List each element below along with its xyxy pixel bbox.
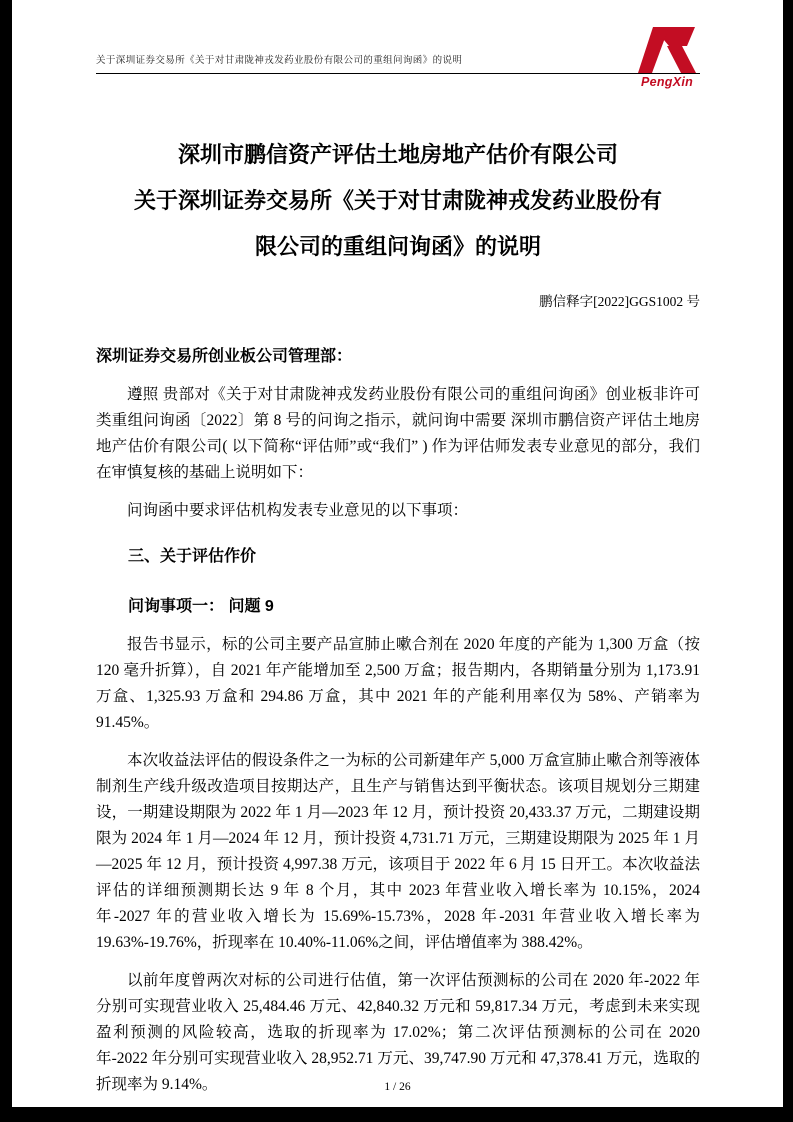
body-paragraph-4: 本次收益法评估的假设条件之一为标的公司新建年产 5,000 万盒宣肺止嗽合剂等液体制剂生产线升级改造项目按期达产，且生产与销售达到平衡状态。该项目规划分三期建设，一期建设期限为 2022 年 1 月—2023 年 12 月，预计投资 20,433.37 万元，二期建设期限为 2024 年 1 月—2024 年 12 月，预计投资 4,731.71 万元，三期建设期限为 2025 年 1 月—2025 年 12 月，预计投资 4,997.38 万元，该项目于 2022 年 6 月 15 日开工。本次收益法评估的详细预测期长达 9 年 8 个月，其中 2023 年营业收入增长率为 10.15%，2024 年-2027 年的营业收入增长为 15.69%-15.73%，2028 年-2031 年营业收入增长率为 19.63%-19.76%，折现率在 10.40%-11.06%之间，评估增值率为 388.42%。 [96,752,700,951]
body-paragraph-2: 问询函中要求评估机构发表专业意见的以下事项： [127,502,469,519]
salutation: 深圳证券交易所创业板公司管理部： [96,348,353,365]
page-content [12,0,783,1107]
body-paragraph-1: 遵照 贵部对《关于对甘肃陇神戎发药业股份有限公司的重组问询函》创业板非许可类重组问询函〔2022〕第 8 号的问询之指示，就问询中需要 深圳市鹏信资产评估土地房地产估价有限公司( 以下简称“评估师”或“我们” ) 作为评估师发表专业意见的部分，我们在审慎复核的基础上说明如下： [96,386,700,481]
reference-number: 鹏信释字[2022]GGS1002 号 [539,294,700,309]
body-paragraph-5: 以前年度曾两次对标的公司进行估值，第一次评估预测标的公司在 2020 年-2022 年分别可实现营业收入 25,484.46 万元、42,840.32 万元和 59,817.34 万元，考虑到未来实现盈利预测的风险较高，选取的折现率为 17.02%；第二次评估预测标的公司在 2020 年-2022 年分别可实现营业收入 28,952.71 万元、39,747.90 万元和 47,378.41 万元，选取的折现率为 9.14%。 [96,972,700,1093]
item-heading: 问询事项一： 问题 9 [128,598,274,615]
section-heading: 三、关于评估作价 [128,548,257,565]
page-number: 1 / 26 [384,1081,411,1093]
pengxin-logo-icon [634,26,700,74]
page-title [96,132,700,270]
pengxin-logo-text: PengXin [640,75,694,89]
running-header-title: 关于深圳证券交易所《关于对甘肃陇神戎发药业股份有限公司的重组问询函》的说明 [96,56,463,66]
page-title-line-2: 关于深圳证券交易所《关于对甘肃陇神戎发药业股份有 [133,188,662,213]
page-title-line-3: 限公司的重组问询函》的说明 [254,234,541,259]
page-header [96,52,700,89]
body-paragraph-3: 报告书显示，标的公司主要产品宣肺止嗽合剂在 2020 年度的产能为 1,300 万盒（按 120 毫升折算），自 2021 年产能增加至 2,500 万盒；报告期内，各期销量分别为 1,173.91 万盒、1,325.93 万盒和 294.86 万盒，其中 2021 年的产能利用率仅为 58%、产销率为 91.45%。 [96,636,700,731]
pengxin-logo [634,26,700,89]
page-title-line-1: 深圳市鹏信资产评估土地房地产估价有限公司 [177,142,618,167]
